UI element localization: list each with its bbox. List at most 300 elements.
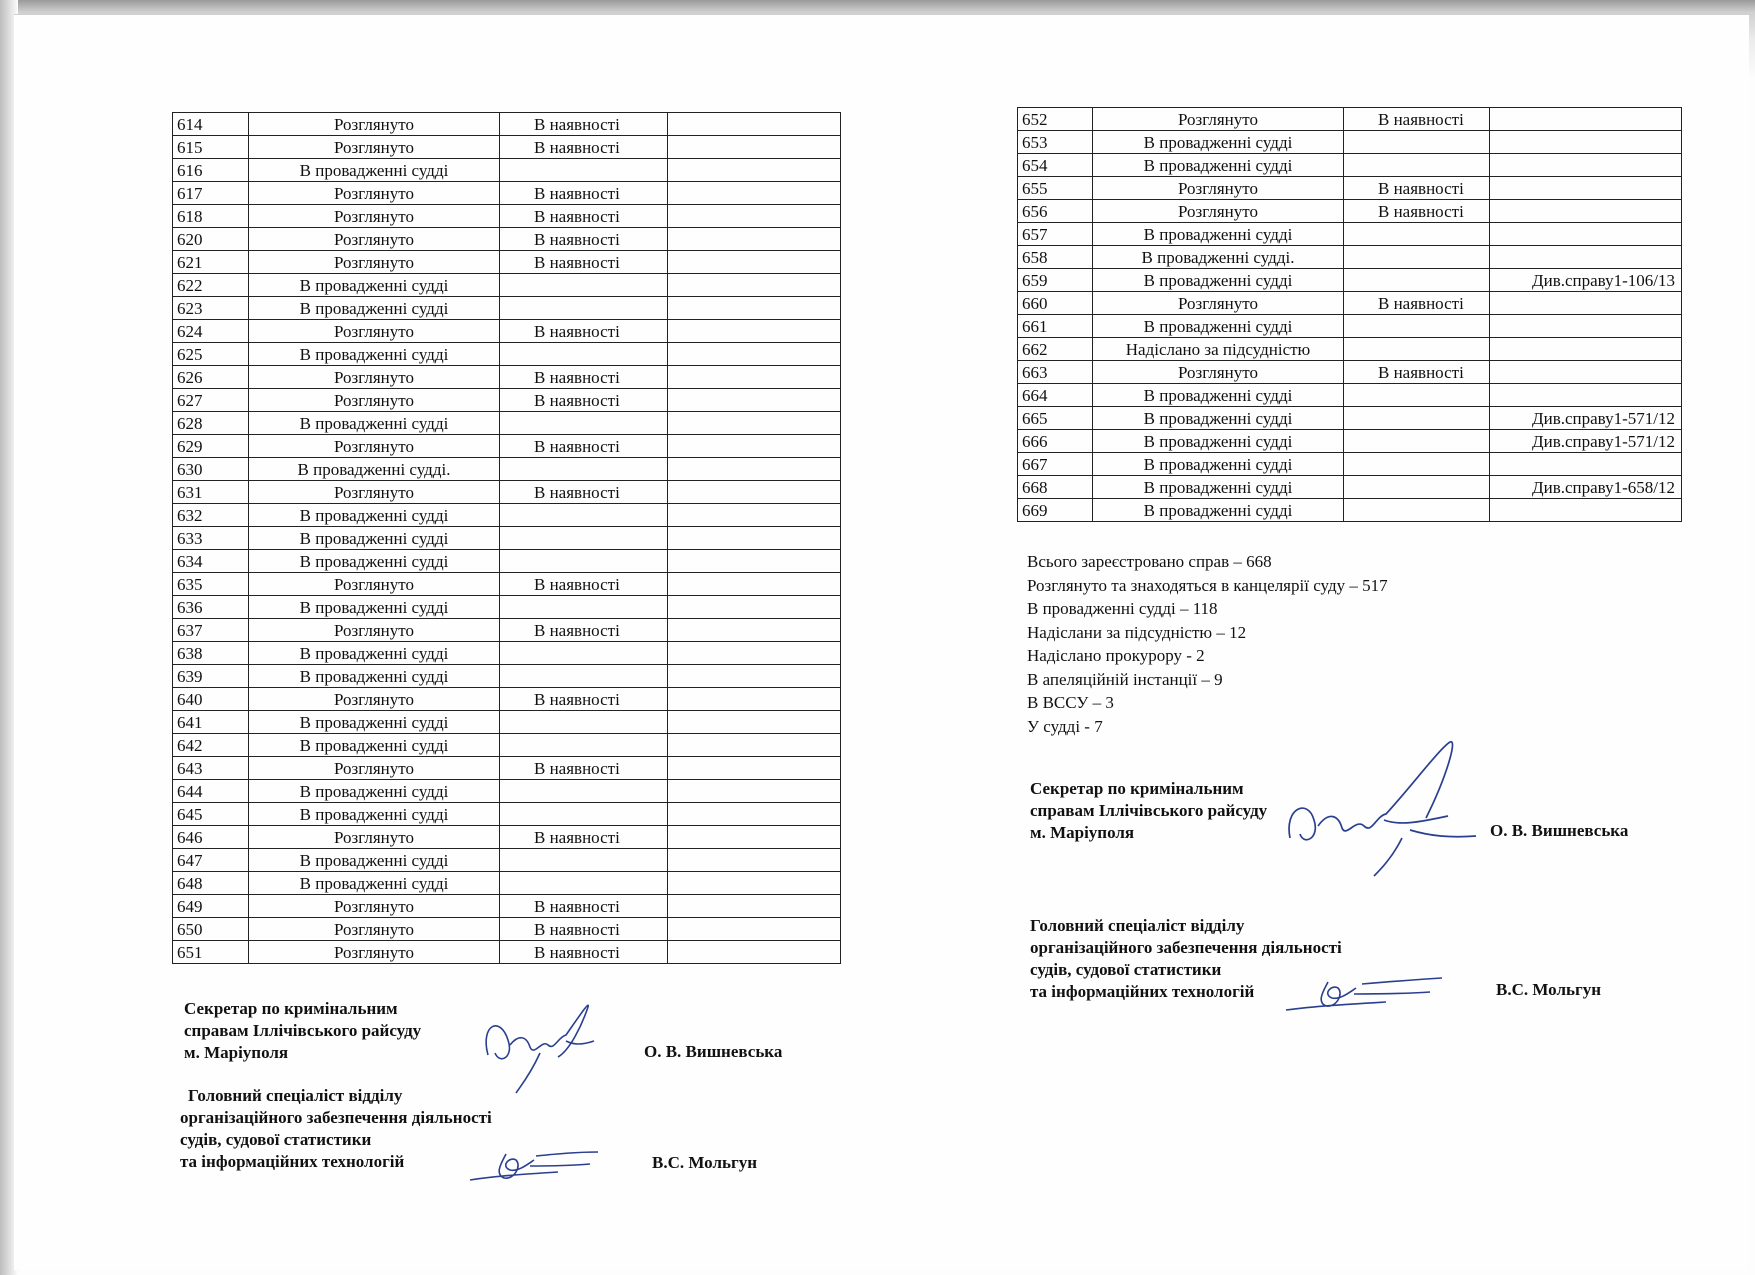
table-row (173, 504, 841, 527)
case-number-cell: 626 (173, 366, 249, 389)
case-location-cell (500, 734, 668, 757)
case-status-cell: В провадженні судді (249, 343, 500, 366)
case-location-cell (500, 849, 668, 872)
case-location-cell (500, 550, 668, 573)
table-row (1018, 476, 1682, 499)
case-location-cell (500, 274, 668, 297)
case-note-cell: Див.справу1-571/12 (1490, 430, 1682, 453)
case-location-cell (1344, 384, 1490, 407)
case-number-cell: 646 (173, 826, 249, 849)
case-status-cell: Розглянуто (249, 688, 500, 711)
case-number-cell: 634 (173, 550, 249, 573)
case-location-cell (500, 665, 668, 688)
case-note-cell (668, 205, 841, 228)
case-note-cell (668, 435, 841, 458)
case-note-cell (1490, 338, 1682, 361)
case-number-cell: 615 (173, 136, 249, 159)
case-note-cell (668, 711, 841, 734)
case-note-cell (1490, 315, 1682, 338)
case-number-cell: 616 (173, 159, 249, 182)
specialist-name-right: В.С. Мольгун (1496, 980, 1602, 999)
case-note-cell (668, 688, 841, 711)
case-number-cell: 640 (173, 688, 249, 711)
table-row (173, 274, 841, 297)
case-status-cell: Розглянуто (249, 136, 500, 159)
secretary-signature-right (1280, 738, 1510, 878)
case-number-cell: 662 (1018, 338, 1093, 361)
case-note-cell (668, 803, 841, 826)
table-row (173, 527, 841, 550)
case-register-body-left (173, 113, 841, 964)
specialist-title-line: судів, судової статистики (180, 1130, 372, 1149)
case-status-cell: Розглянуто (249, 205, 500, 228)
case-location-cell (1344, 499, 1490, 522)
table-row (1018, 200, 1682, 223)
specialist-title-line: та інформаційних технологій (180, 1152, 405, 1171)
case-note-cell (668, 780, 841, 803)
summary-block (1027, 550, 1388, 738)
case-note-cell: Див.справу1-571/12 (1490, 407, 1682, 430)
table-row (173, 228, 841, 251)
summary-judge: У судді - 7 (1027, 716, 1103, 736)
case-location-cell: В наявності (500, 136, 668, 159)
specialist-title-line: організаційного забезпечення діяльності (180, 1108, 492, 1127)
case-location-cell: В наявності (500, 941, 668, 964)
case-number-cell: 624 (173, 320, 249, 343)
case-location-cell (500, 343, 668, 366)
table-row (173, 435, 841, 458)
case-number-cell: 617 (173, 182, 249, 205)
case-location-cell: В наявності (500, 435, 668, 458)
case-number-cell: 651 (173, 941, 249, 964)
secretary-title-right (1030, 778, 1267, 844)
case-note-cell (668, 274, 841, 297)
table-row (173, 826, 841, 849)
case-number-cell: 647 (173, 849, 249, 872)
specialist-signature-right (1282, 968, 1452, 1018)
case-note-cell (668, 228, 841, 251)
case-status-cell: В провадженні судді (249, 849, 500, 872)
case-status-cell: Розглянуто (1093, 108, 1344, 131)
table-row (173, 412, 841, 435)
case-location-cell (500, 297, 668, 320)
table-row (173, 596, 841, 619)
case-number-cell: 641 (173, 711, 249, 734)
specialist-signature-left (466, 1140, 616, 1190)
summary-sent-prosecutor: Надіслано прокурору - 2 (1027, 646, 1205, 665)
case-location-cell: В наявності (500, 619, 668, 642)
case-number-cell: 666 (1018, 430, 1093, 453)
case-number-cell: 631 (173, 481, 249, 504)
case-location-cell: В наявності (500, 918, 668, 941)
case-number-cell: 637 (173, 619, 249, 642)
case-status-cell: Розглянуто (249, 826, 500, 849)
case-note-cell (668, 504, 841, 527)
case-note-cell (668, 527, 841, 550)
case-status-cell: В провадженні судді (249, 803, 500, 826)
case-number-cell: 669 (1018, 499, 1093, 522)
case-note-cell (668, 297, 841, 320)
table-row (173, 389, 841, 412)
case-status-cell: В провадженні судді. (1093, 246, 1344, 269)
case-note-cell: Див.справу1-106/13 (1490, 269, 1682, 292)
case-location-cell (1344, 223, 1490, 246)
case-status-cell: В провадженні судді (1093, 407, 1344, 430)
table-row (1018, 338, 1682, 361)
table-row (173, 136, 841, 159)
case-note-cell (668, 826, 841, 849)
table-row (173, 757, 841, 780)
case-status-cell: В провадженні судді (1093, 384, 1344, 407)
case-location-cell (1344, 269, 1490, 292)
case-note-cell (668, 757, 841, 780)
table-row (173, 297, 841, 320)
table-row (173, 159, 841, 182)
case-location-cell (500, 504, 668, 527)
case-number-cell: 649 (173, 895, 249, 918)
case-status-cell: Розглянуто (249, 182, 500, 205)
table-row (173, 366, 841, 389)
case-note-cell (668, 642, 841, 665)
case-status-cell: Розглянуто (249, 757, 500, 780)
table-row (173, 458, 841, 481)
case-status-cell: В провадженні судді (249, 642, 500, 665)
table-row (1018, 177, 1682, 200)
case-note-cell (1490, 223, 1682, 246)
table-row (1018, 361, 1682, 384)
case-location-cell (500, 412, 668, 435)
case-status-cell: В провадженні судді. (249, 458, 500, 481)
case-number-cell: 659 (1018, 269, 1093, 292)
case-note-cell (668, 320, 841, 343)
case-note-cell (668, 458, 841, 481)
case-number-cell: 622 (173, 274, 249, 297)
case-number-cell: 652 (1018, 108, 1093, 131)
case-status-cell: В провадженні судді (249, 527, 500, 550)
case-note-cell (1490, 246, 1682, 269)
table-row (173, 780, 841, 803)
table-row (173, 619, 841, 642)
case-number-cell: 655 (1018, 177, 1093, 200)
specialist-title-line: організаційного забезпечення діяльності (1030, 938, 1342, 957)
case-status-cell: В провадженні судді (249, 596, 500, 619)
case-status-cell: В провадженні судді (1093, 315, 1344, 338)
case-location-cell: В наявності (500, 895, 668, 918)
case-status-cell: В провадженні судді (1093, 154, 1344, 177)
case-note-cell (1490, 154, 1682, 177)
case-number-cell: 643 (173, 757, 249, 780)
case-note-cell (668, 412, 841, 435)
case-status-cell: В провадженні судді (249, 504, 500, 527)
case-number-cell: 635 (173, 573, 249, 596)
case-note-cell (668, 619, 841, 642)
case-status-cell: В провадженні судді (1093, 453, 1344, 476)
case-location-cell (500, 596, 668, 619)
case-location-cell: В наявності (500, 251, 668, 274)
table-row (1018, 246, 1682, 269)
case-number-cell: 644 (173, 780, 249, 803)
table-row (1018, 131, 1682, 154)
case-number-cell: 664 (1018, 384, 1093, 407)
case-number-cell: 636 (173, 596, 249, 619)
case-status-cell: В провадженні судді (249, 665, 500, 688)
case-note-cell (668, 366, 841, 389)
case-status-cell: Розглянуто (249, 389, 500, 412)
case-number-cell: 620 (173, 228, 249, 251)
case-note-cell (1490, 131, 1682, 154)
table-row (173, 251, 841, 274)
case-status-cell: В провадженні судді (249, 159, 500, 182)
table-row (1018, 430, 1682, 453)
case-status-cell: Надіслано за підсудністю (1093, 338, 1344, 361)
case-note-cell (1490, 292, 1682, 315)
case-location-cell: В наявності (500, 688, 668, 711)
case-location-cell (1344, 246, 1490, 269)
table-row (173, 113, 841, 136)
secretary-title-line: справам Іллічівського райсуду (184, 1021, 422, 1040)
case-location-cell: В наявності (500, 573, 668, 596)
case-note-cell (668, 941, 841, 964)
summary-vssu: В ВССУ – 3 (1027, 693, 1114, 712)
case-status-cell: В провадженні судді (249, 872, 500, 895)
summary-appeal: В апеляційній інстанції – 9 (1027, 669, 1223, 689)
case-note-cell (668, 734, 841, 757)
table-row (173, 872, 841, 895)
case-note-cell (668, 665, 841, 688)
secretary-name-right: О. В. Вишневська (1490, 821, 1629, 840)
case-status-cell: Розглянуто (1093, 200, 1344, 223)
case-number-cell: 654 (1018, 154, 1093, 177)
case-number-cell: 667 (1018, 453, 1093, 476)
case-status-cell: Розглянуто (249, 918, 500, 941)
table-row (173, 205, 841, 228)
case-number-cell: 645 (173, 803, 249, 826)
case-note-cell (668, 895, 841, 918)
secretary-title-line: Секретар по кримінальним (184, 999, 398, 1018)
case-status-cell: В провадженні судді (249, 734, 500, 757)
case-location-cell (500, 872, 668, 895)
secretary-title-left (184, 998, 421, 1064)
case-number-cell: 650 (173, 918, 249, 941)
case-note-cell (668, 918, 841, 941)
summary-sent-jurisdiction: Надіслани за підсудністю – 12 (1027, 622, 1247, 642)
case-status-cell: Розглянуто (249, 619, 500, 642)
case-location-cell (1344, 338, 1490, 361)
case-note-cell (1490, 384, 1682, 407)
case-status-cell: В провадженні судді (1093, 223, 1344, 246)
case-location-cell: В наявності (1344, 200, 1490, 223)
case-location-cell (500, 711, 668, 734)
case-note-cell (668, 550, 841, 573)
case-number-cell: 638 (173, 642, 249, 665)
case-location-cell (1344, 131, 1490, 154)
case-note-cell (1490, 453, 1682, 476)
case-location-cell: В наявності (500, 113, 668, 136)
case-status-cell: В провадженні судді (249, 274, 500, 297)
specialist-title-line: Головний спеціаліст відділу (188, 1086, 403, 1105)
case-location-cell: В наявності (500, 182, 668, 205)
case-note-cell (1490, 177, 1682, 200)
table-row (1018, 315, 1682, 338)
specialist-title-line: судів, судової статистики (1030, 960, 1222, 979)
specialist-title-line: та інформаційних технологій (1030, 982, 1255, 1001)
table-row (1018, 453, 1682, 476)
table-row (173, 182, 841, 205)
case-number-cell: 661 (1018, 315, 1093, 338)
table-row (173, 642, 841, 665)
table-row (1018, 384, 1682, 407)
secretary-title-line: справам Іллічівського райсуду (1030, 801, 1268, 820)
case-note-cell (668, 136, 841, 159)
case-number-cell: 627 (173, 389, 249, 412)
case-location-cell: В наявності (1344, 108, 1490, 131)
case-status-cell: В провадженні судді (249, 550, 500, 573)
case-status-cell: В провадженні судді (1093, 499, 1344, 522)
case-status-cell: В провадженні судді (249, 297, 500, 320)
case-status-cell: В провадженні судді (1093, 269, 1344, 292)
specialist-name-left: В.С. Мольгун (652, 1153, 758, 1172)
case-number-cell: 653 (1018, 131, 1093, 154)
case-note-cell (668, 596, 841, 619)
case-note-cell (668, 849, 841, 872)
case-location-cell (500, 159, 668, 182)
case-status-cell: Розглянуто (249, 113, 500, 136)
case-location-cell: В наявності (500, 826, 668, 849)
case-location-cell (500, 527, 668, 550)
case-status-cell: Розглянуто (1093, 292, 1344, 315)
case-note-cell (668, 573, 841, 596)
case-status-cell: Розглянуто (249, 251, 500, 274)
case-number-cell: 648 (173, 872, 249, 895)
table-row (1018, 499, 1682, 522)
case-number-cell: 656 (1018, 200, 1093, 223)
case-location-cell (1344, 154, 1490, 177)
table-row (173, 573, 841, 596)
case-location-cell (1344, 315, 1490, 338)
case-register-body-right (1018, 108, 1682, 522)
case-note-cell (668, 159, 841, 182)
case-location-cell: В наявності (500, 320, 668, 343)
table-row (173, 550, 841, 573)
case-status-cell: В провадженні судді (1093, 430, 1344, 453)
case-note-cell: Див.справу1-658/12 (1490, 476, 1682, 499)
case-note-cell (668, 343, 841, 366)
case-location-cell (500, 803, 668, 826)
case-location-cell: В наявності (1344, 292, 1490, 315)
case-location-cell (500, 458, 668, 481)
case-number-cell: 630 (173, 458, 249, 481)
case-number-cell: 618 (173, 205, 249, 228)
case-status-cell: Розглянуто (249, 573, 500, 596)
case-number-cell: 658 (1018, 246, 1093, 269)
table-row (173, 895, 841, 918)
case-location-cell: В наявності (500, 228, 668, 251)
case-location-cell (1344, 407, 1490, 430)
table-row (1018, 108, 1682, 131)
case-status-cell: Розглянуто (1093, 361, 1344, 384)
case-status-cell: Розглянуто (249, 228, 500, 251)
case-status-cell: Розглянуто (249, 895, 500, 918)
table-row (173, 711, 841, 734)
case-register-table-right (1017, 107, 1682, 522)
secretary-title-line: м. Маріуполя (184, 1043, 289, 1062)
case-number-cell: 614 (173, 113, 249, 136)
case-number-cell: 657 (1018, 223, 1093, 246)
case-number-cell: 663 (1018, 361, 1093, 384)
case-number-cell: 625 (173, 343, 249, 366)
case-note-cell (1490, 108, 1682, 131)
case-status-cell: Розглянуто (249, 366, 500, 389)
case-note-cell (668, 251, 841, 274)
case-number-cell: 660 (1018, 292, 1093, 315)
table-row (173, 941, 841, 964)
case-status-cell: В провадженні судді (249, 780, 500, 803)
summary-total: Всього зареєстровано справ – 668 (1027, 552, 1272, 571)
case-note-cell (1490, 200, 1682, 223)
specialist-title-line: Головний спеціаліст відділу (1030, 916, 1245, 935)
table-row (173, 803, 841, 826)
case-number-cell: 668 (1018, 476, 1093, 499)
table-row (173, 320, 841, 343)
case-status-cell: Розглянуто (249, 435, 500, 458)
case-note-cell (668, 872, 841, 895)
case-note-cell (668, 389, 841, 412)
case-status-cell: Розглянуто (249, 481, 500, 504)
case-status-cell: Розглянуто (249, 320, 500, 343)
table-row (173, 734, 841, 757)
case-status-cell: В провадженні судді (249, 711, 500, 734)
case-number-cell: 665 (1018, 407, 1093, 430)
case-location-cell: В наявності (500, 757, 668, 780)
case-status-cell: Розглянуто (249, 941, 500, 964)
summary-reviewed: Розглянуто та знаходяться в канцелярії суду – 517 (1027, 575, 1388, 595)
case-status-cell: В провадженні судді (249, 412, 500, 435)
case-note-cell (668, 481, 841, 504)
case-location-cell (500, 780, 668, 803)
case-number-cell: 623 (173, 297, 249, 320)
specialist-title-left (180, 1085, 492, 1173)
case-location-cell: В наявності (500, 481, 668, 504)
case-location-cell (1344, 453, 1490, 476)
case-status-cell: В провадженні судді (1093, 131, 1344, 154)
case-location-cell: В наявності (500, 389, 668, 412)
table-row (173, 665, 841, 688)
case-number-cell: 629 (173, 435, 249, 458)
secretary-signature-left (470, 995, 620, 1095)
case-note-cell (668, 182, 841, 205)
table-row (173, 481, 841, 504)
case-note-cell (1490, 499, 1682, 522)
case-location-cell (500, 642, 668, 665)
case-note-cell (1490, 361, 1682, 384)
case-number-cell: 632 (173, 504, 249, 527)
table-row (173, 918, 841, 941)
table-row (1018, 269, 1682, 292)
case-number-cell: 642 (173, 734, 249, 757)
table-row (173, 688, 841, 711)
case-note-cell (668, 113, 841, 136)
table-row (1018, 407, 1682, 430)
case-location-cell: В наявності (500, 205, 668, 228)
case-location-cell: В наявності (500, 366, 668, 389)
secretary-name-left: О. В. Вишневська (644, 1042, 783, 1061)
secretary-title-line: м. Маріуполя (1030, 823, 1135, 842)
table-row (173, 343, 841, 366)
summary-in-progress: В провадженні судді – 118 (1027, 599, 1218, 618)
secretary-title-line: Секретар по кримінальним (1030, 779, 1244, 798)
table-row (173, 849, 841, 872)
table-row (1018, 154, 1682, 177)
